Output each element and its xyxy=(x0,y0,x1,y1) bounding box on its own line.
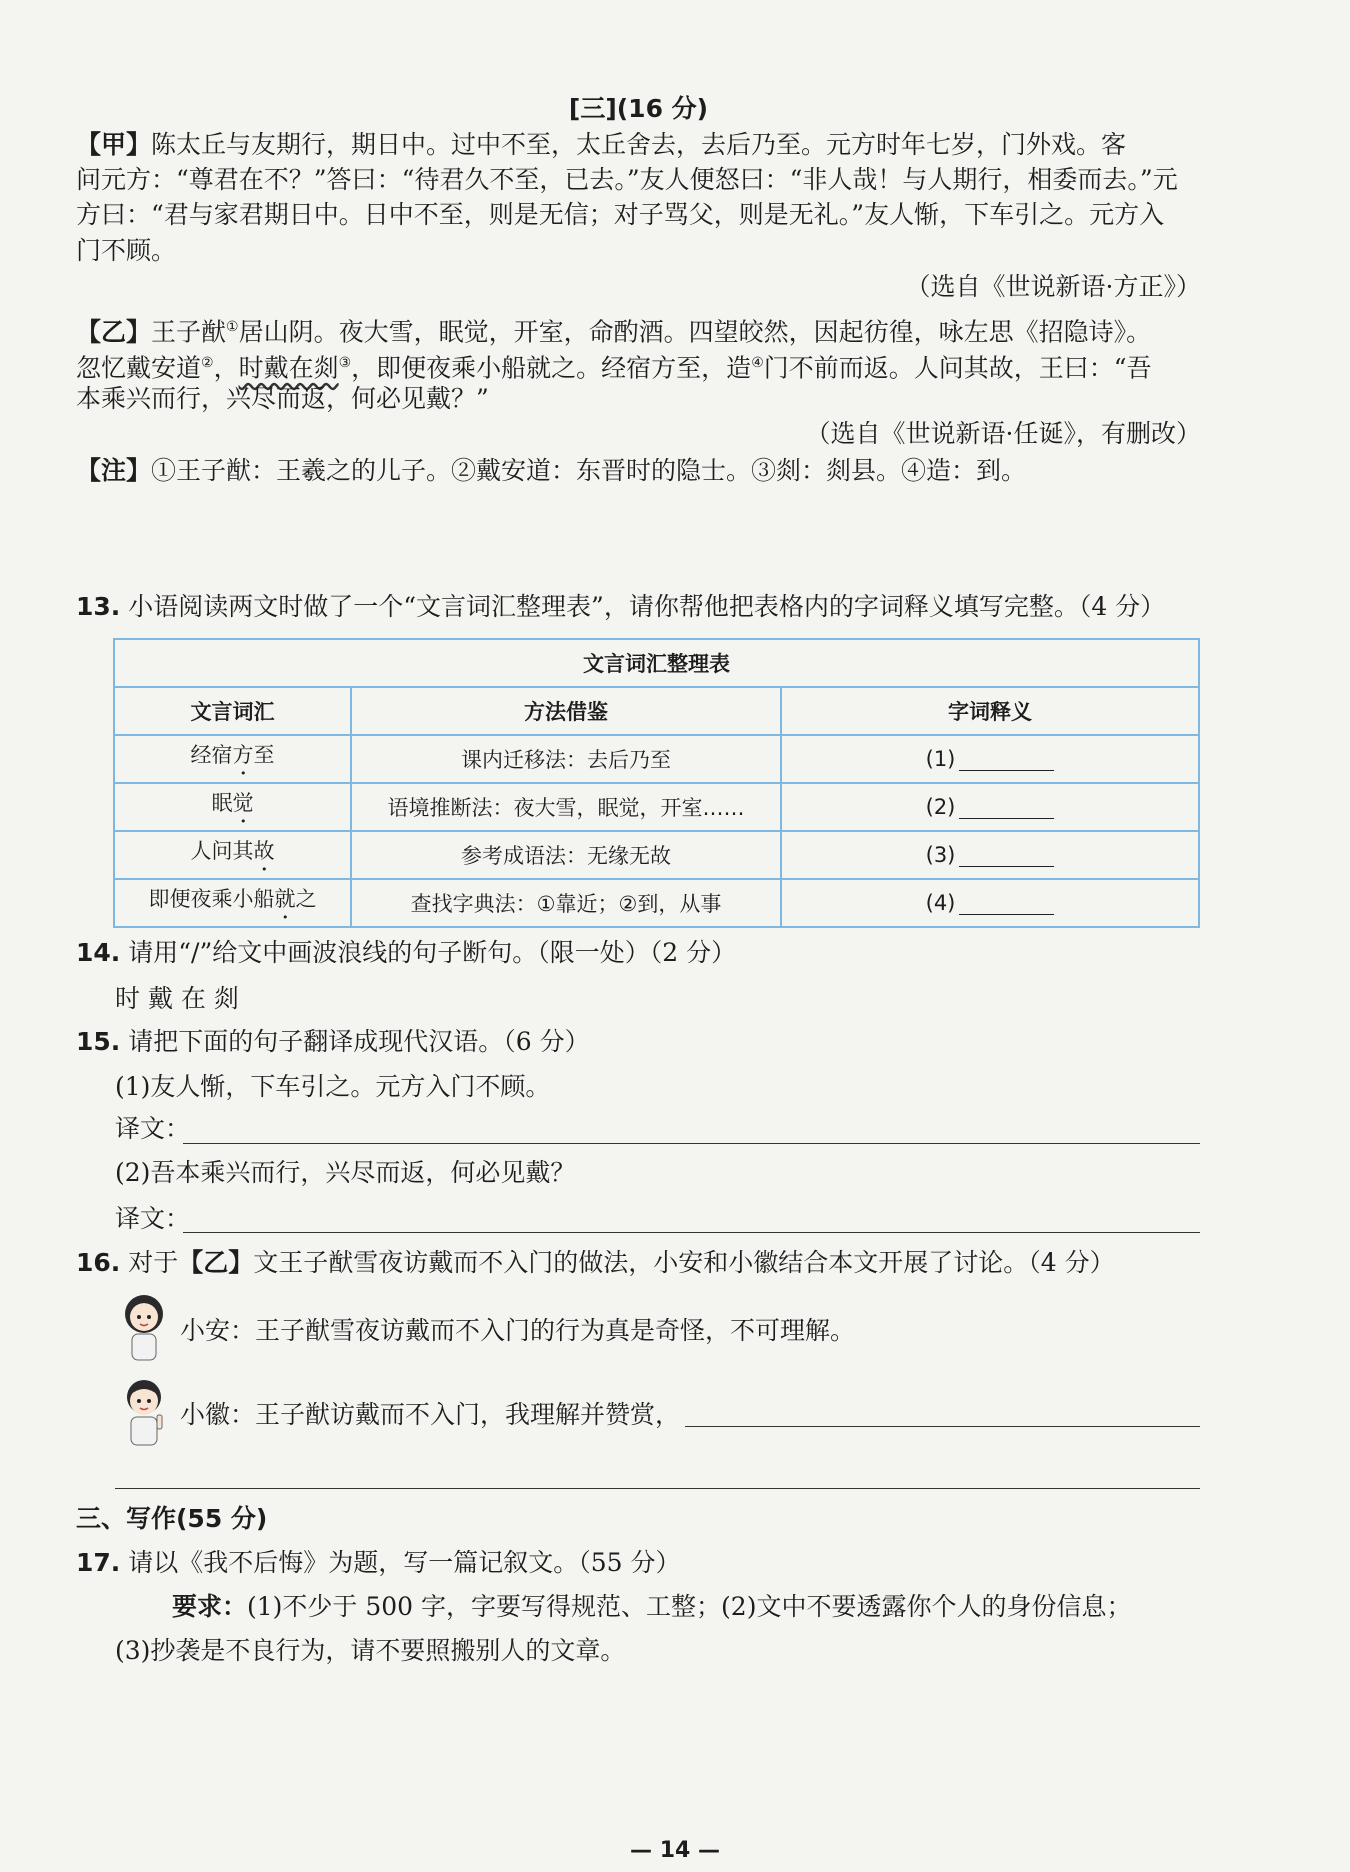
table-header: 字词释义 xyxy=(781,687,1199,735)
question-number: 14. xyxy=(76,938,121,967)
passage-yi-text: ， xyxy=(213,353,239,383)
passage-jia-text: 陈太丘与友期行，期日中。过中不至，太丘舍去，去后乃至。元方时年七岁，门外戏。客 xyxy=(151,130,1127,159)
table-cell-method: 查找字典法：①靠近；②到，从事 xyxy=(351,879,781,927)
passage-yi-text: 忽忆戴安道 xyxy=(76,353,202,383)
question-13 xyxy=(76,590,1201,624)
table-header: 文言词汇 xyxy=(114,687,351,735)
notes-label: 【注】 xyxy=(76,456,152,485)
notes-text: ①王子猷：王羲之的儿子。②戴安道：东晋时的隐士。③剡：剡县。④造：到。 xyxy=(151,456,1027,485)
requirements-text: (3)抄袭是不良行为，请不要照搬别人的文章。 xyxy=(115,1636,626,1665)
answer-blank[interactable] xyxy=(959,748,1054,771)
girl-avatar-icon xyxy=(115,1290,173,1362)
table-cell-answer[interactable]: (3) xyxy=(781,831,1199,879)
writing-heading: 三、写作(55 分) xyxy=(76,1504,268,1533)
table-cell-method: 课内迁移法：去后乃至 xyxy=(351,735,781,783)
table-header: 方法借鉴 xyxy=(351,687,781,735)
table-cell-word: 即便夜乘小船就之 xyxy=(114,879,351,927)
table-cell-word: 经宿方至 xyxy=(114,735,351,783)
requirements-text: (1)不少于 500 字，字要写得规范、工整；(2)文中不要透露你个人的身份信息； xyxy=(247,1592,1132,1621)
passage-yi-label: 【乙】 xyxy=(76,317,152,347)
table-cell-word: 人问其故 xyxy=(114,831,351,879)
passage-yi-line xyxy=(76,310,1201,349)
wavy-underlined-sentence: 时戴在剡 xyxy=(238,353,339,383)
question-number: 17. xyxy=(76,1548,121,1577)
passage-jia-label: 【甲】 xyxy=(76,130,152,159)
passage-yi-text: ，即便夜乘小船就之。经宿方至，造 xyxy=(351,353,752,383)
passage-ref: 【乙】 xyxy=(178,1248,254,1277)
table-cell-word: 眠觉 xyxy=(114,783,351,831)
table-row xyxy=(114,831,1199,879)
requirements-label: 要求： xyxy=(172,1592,248,1621)
question-number: 13. xyxy=(76,592,121,621)
table-row xyxy=(114,783,1199,831)
annotation-notes xyxy=(76,454,1201,488)
passage-yi-text: 居山阴。夜大雪，眠觉，开室，命酌酒。四望皎然，因起彷徨，咏左思《招隐诗》。 xyxy=(238,317,1152,347)
passage-jia-line xyxy=(76,128,1201,162)
answer-blank[interactable] xyxy=(959,844,1054,867)
footnote-marker: ④ xyxy=(751,355,764,371)
table-cell-answer[interactable]: (4) xyxy=(781,879,1199,927)
section-title: [三](16 分) xyxy=(568,94,709,123)
sentence-to-punctuate[interactable]: 时 戴 在 剡 xyxy=(115,984,239,1013)
discussion-answer-line[interactable] xyxy=(115,1488,1200,1489)
footnote-marker: ① xyxy=(226,319,239,335)
answer-blank[interactable] xyxy=(959,892,1054,915)
dotted-char: 觉 xyxy=(232,790,254,815)
question-text: 请以《我不后悔》为题，写一篇记叙文。（55 分） xyxy=(128,1548,681,1577)
question-text: 对于 xyxy=(128,1248,179,1277)
question-16 xyxy=(76,1246,1201,1280)
table-row xyxy=(114,879,1199,927)
passage-jia-source: （选自《世说新语·方正》） xyxy=(905,272,1201,301)
table-cell-answer[interactable]: (1) xyxy=(781,735,1199,783)
translate-sentence-2: (2)吾本乘兴而行，兴尽而返，何必见戴？ xyxy=(115,1158,576,1187)
dialogue-xiaoan: 小安：王子猷雪夜访戴而不入门的行为真是奇怪，不可理解。 xyxy=(180,1316,856,1345)
question-15 xyxy=(76,1025,1201,1059)
passage-yi-text: 门不前而返。人问其故，王曰：“吾 xyxy=(763,353,1152,383)
translation-answer-line[interactable] xyxy=(183,1232,1200,1233)
translation-label: 译文： xyxy=(115,1204,191,1233)
translation-answer-line[interactable] xyxy=(183,1143,1200,1144)
question-number: 16. xyxy=(76,1248,121,1277)
dotted-char: 方 xyxy=(232,742,254,767)
passage-yi-line: 本乘兴而行，兴尽而返，何必见戴？” xyxy=(76,384,489,413)
dotted-char: 故 xyxy=(253,838,275,863)
boy-avatar-icon xyxy=(115,1375,173,1447)
question-14 xyxy=(76,936,1201,970)
footnote-marker: ③ xyxy=(338,355,352,371)
passage-jia-line: 方曰：“君与家君期日中。日中不至，则是无信；对子骂父，则是无礼。”友人惭，下车引之。元方入 xyxy=(76,200,1165,229)
question-text: 请用“/”给文中画波浪线的句子断句。（限一处）（2 分） xyxy=(128,938,737,967)
passage-yi-line xyxy=(76,346,1201,385)
footnote-marker: ② xyxy=(201,355,214,371)
table-row xyxy=(114,735,1199,783)
passage-jia-line: 门不顾。 xyxy=(76,236,177,265)
table-title: 文言词汇整理表 xyxy=(114,639,1199,687)
dialogue-xiaohui: 小徽：王子猷访戴而不入门，我理解并赞赏， xyxy=(180,1400,681,1429)
table-cell-method: 语境推断法：夜大雪，眠觉，开室…… xyxy=(351,783,781,831)
passage-jia-line: 问元方：“尊君在不？”答曰：“待君久不至，已去。”友人便怒曰：“非人哉！与人期行，相委而去。”元 xyxy=(76,165,1178,194)
question-text: 文王子猷雪夜访戴而不入门的做法，小安和小徽结合本文开展了讨论。（4 分） xyxy=(253,1248,1115,1277)
table-cell-method: 参考成语法：无缘无故 xyxy=(351,831,781,879)
translate-sentence-1: (1)友人惭，下车引之。元方入门不顾。 xyxy=(115,1072,551,1101)
vocab-table xyxy=(113,638,1200,928)
passage-yi-source: （选自《世说新语·任诞》，有删改） xyxy=(805,419,1201,448)
question-text: 小语阅读两文时做了一个“文言词汇整理表”，请你帮他把表格内的字词释义填写完整。（4 分） xyxy=(128,592,1166,621)
page-number: — 14 — xyxy=(630,1838,720,1863)
writing-requirements xyxy=(172,1590,1297,1624)
dotted-char: 就 xyxy=(274,886,296,911)
passage-yi-text: 王子猷 xyxy=(151,317,227,347)
table-cell-answer[interactable]: (2) xyxy=(781,783,1199,831)
question-17 xyxy=(76,1546,1201,1580)
question-number: 15. xyxy=(76,1027,121,1056)
discussion-answer-line[interactable] xyxy=(685,1426,1200,1427)
question-text: 请把下面的句子翻译成现代汉语。（6 分） xyxy=(128,1027,590,1056)
answer-blank[interactable] xyxy=(959,796,1054,819)
translation-label: 译文： xyxy=(115,1114,191,1143)
